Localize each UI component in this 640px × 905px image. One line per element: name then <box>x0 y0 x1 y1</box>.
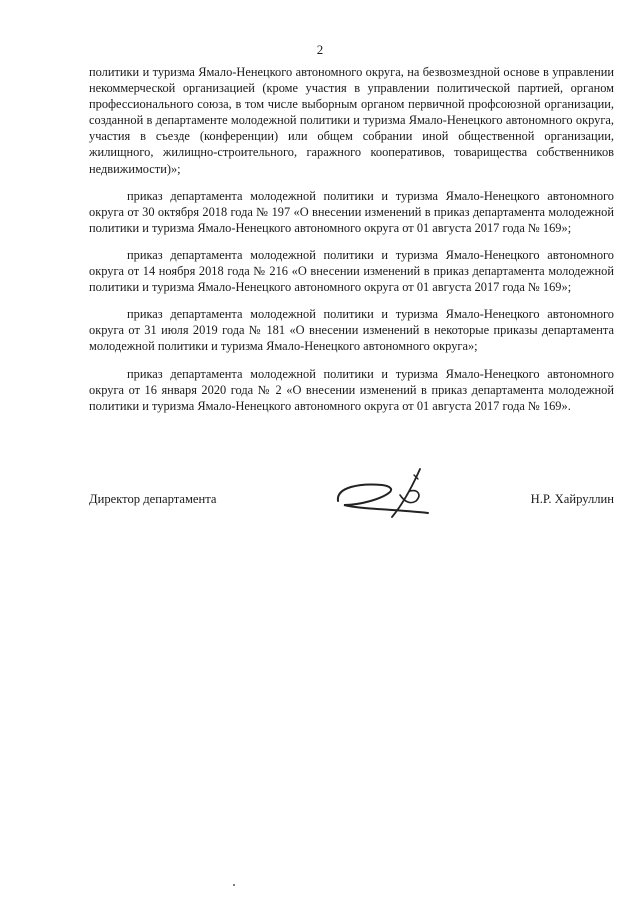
list-item: приказ департамента молодежной политики и туризма Ямало-Ненецкого автономного округа от 30 октября 2018 года № 197 «О внесении изменений в приказ департамента молодежной политики и туризма Ямало-Ненецкого автономного округа от 01 августа 2017 года № 169»; <box>89 188 614 235</box>
signatory-position: Директор департамента <box>89 492 217 506</box>
page-number: 2 <box>316 42 324 57</box>
scan-speck <box>233 884 235 886</box>
list-item: приказ департамента молодежной политики и туризма Ямало-Ненецкого автономного округа от 16 января 2020 года № 2 «О внесении изменений в приказ департамента молодежной политики и туризма Ямало-Ненецкого автономного округа от 01 августа 2017 года № 169». <box>89 366 614 413</box>
list-item: приказ департамента молодежной политики и туризма Ямало-Ненецкого автономного округа от 31 июля 2019 года № 181 «О внесении изменений в некоторые приказы департамента молодежной политики и туризма Ямало-Ненецкого автономного округа»; <box>89 307 614 354</box>
list-item: приказ департамента молодежной политики и туризма Ямало-Ненецкого автономного округа от 14 ноября 2018 года № 216 «О внесении изменений в приказ департамента молодежной политики и туризма Ямало-Ненецкого автономного округа от 01 августа 2017 года № 169»; <box>89 247 614 295</box>
signatory-name: Н.Р. Хайруллин <box>530 492 614 506</box>
document-body <box>89 64 614 414</box>
continuation-paragraph: политики и туризма Ямало-Ненецкого автономного округа, на безвозмездной основе в управлении некоммерческой организацией (кроме участия в управлении политической партией, органом профессионального союза, в том числе выборным органом первичной профсоюзной организации, созданной в департаменте молодежной политики и туризма Ямало-Ненецкого автономного округа, участия в съезде (конференции) или общем собрании иной общественной организации, жилищного, жилищно-строительного, гаражного кооперативов, товарищества собственников недвижимости)»; <box>89 65 614 176</box>
handwritten-signature <box>330 465 440 525</box>
